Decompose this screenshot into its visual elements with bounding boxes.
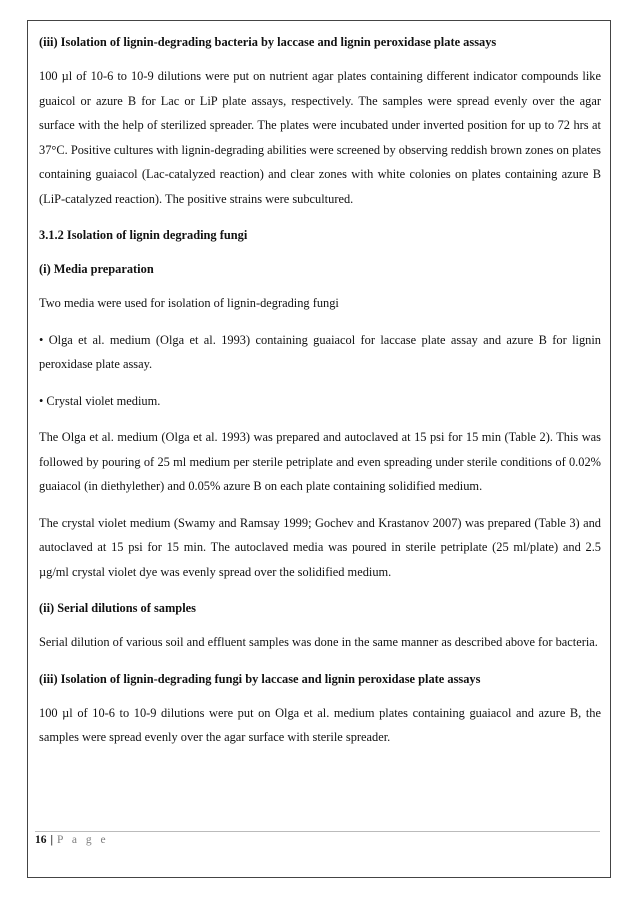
bullet-crystal-violet: • Crystal violet medium. — [39, 393, 161, 408]
paragraph-olga-medium: The Olga et al. medium (Olga et al. 1993) was prepared and autoclaved at 15 psi for 15 min (Table 2). This was followed by pouring of 25 ml medium per sterile petriplate and even spreading under sterile conditions of 0.02% guaiacol (in diethylether) and 0.05% azure B on each plate containing solidified medium. — [39, 430, 601, 493]
heading-section-3-1-2: 3.1.2 Isolation of lignin degrading fungi — [39, 228, 248, 242]
paragraph-bacteria-assay: 100 µl of 10-6 to 10-9 dilutions were put on nutrient agar plates containing different indicator compounds like guaicol or azure B for Lac or LiP plate assays, respectively. The samples were spread evenly over the agar surface with the help of sterilized spreader. The plates were incubated under inverted position for up to 72 hrs at 37°C. Positive cultures with lignin-degrading abilities were screened by observing reddish brown zones on plates containing guaiacol (Lac-catalyzed reaction) and clear zones with white colonies on plates containing azure B (LiP-catalyzed reaction). The positive strains were subcultured. — [39, 69, 601, 206]
page-number: 16 — [35, 834, 47, 846]
heading-serial-dilutions: (ii) Serial dilutions of samples — [39, 601, 196, 615]
paragraph-fungi-assay: 100 µl of 10-6 to 10-9 dilutions were put on Olga et al. medium plates containing guaiacol and azure B, the samples were spread evenly over the agar surface with sterile spreader. — [39, 705, 601, 744]
footer-separator: | — [50, 834, 54, 846]
page-footer — [35, 831, 600, 846]
heading-bacteria-assay: (iii) Isolation of lignin-degrading bacteria by laccase and lignin peroxidase plate assays — [39, 35, 497, 49]
paragraph-crystal-violet: The crystal violet medium (Swamy and Ramsay 1999; Gochev and Krastanov 2007) was prepared (Table 3) and autoclaved at 15 psi for 15 min. The autoclaved media was poured in sterile petriplate (25 ml/plate) and 2.5 µg/ml crystal violet dye was evenly spread over the solidified medium. — [39, 515, 601, 579]
bullet-olga-medium: • Olga et al. medium (Olga et al. 1993) containing guaiacol for laccase plate assay and azure B for lignin peroxidase plate assay. — [39, 332, 601, 371]
heading-media-preparation: (i) Media preparation — [39, 262, 154, 276]
paragraph-two-media: Two media were used for isolation of lignin-degrading fungi — [39, 296, 339, 310]
page-label: P a g e — [57, 834, 109, 846]
document-body — [39, 30, 601, 762]
heading-fungi-assay: (iii) Isolation of lignin-degrading fungi by laccase and lignin peroxidase plate assays — [39, 671, 481, 686]
paragraph-serial-dilutions: Serial dilution of various soil and effluent samples was done in the same manner as described above for bacteria. — [39, 635, 598, 649]
